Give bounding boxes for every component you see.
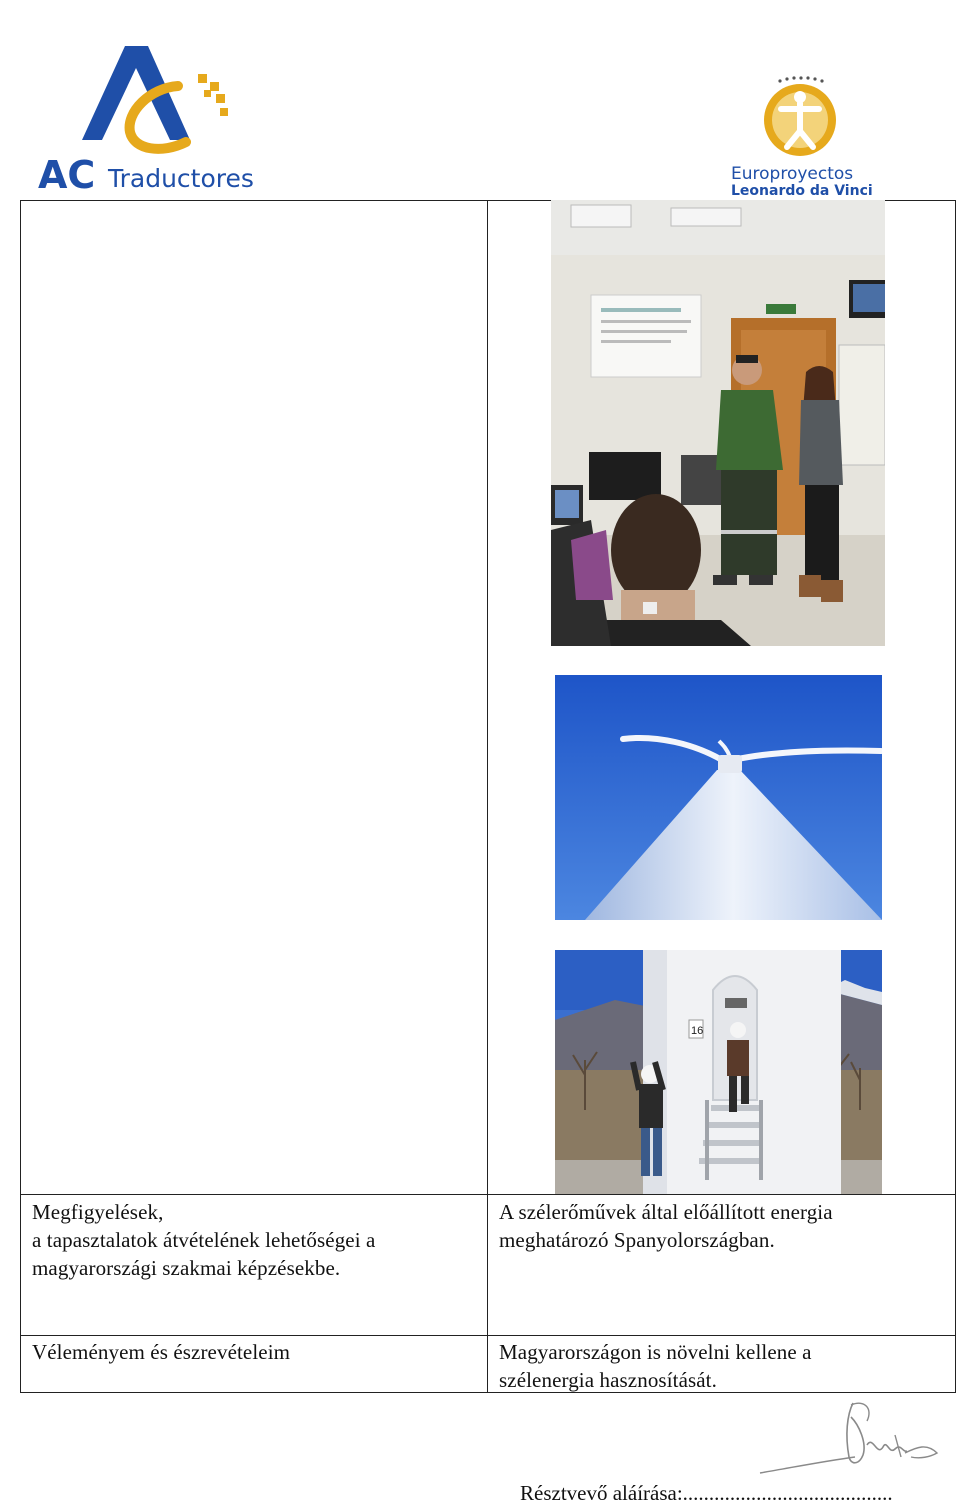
opinion-value: Magyarországon is növelni kellene a szélenergia hasznosítását. — [499, 1340, 812, 1392]
classroom-photo — [551, 200, 885, 646]
wind-turbine-sky-photo — [555, 675, 882, 920]
europroyectos-title: Europroyectos — [731, 164, 854, 184]
ac-triangle-icon — [82, 46, 190, 140]
signature-label: Résztvevő aláírása:........................................ — [520, 1481, 893, 1505]
ac-brand-main: AC — [38, 153, 96, 197]
observations-label: Megfigyelések, a tapasztalatok átvételének lehetőségei a magyarországi szakmai képzésekbe. — [32, 1200, 376, 1280]
europroyectos-logo — [725, 75, 885, 200]
europroyectos-subtitle: Leonardo da Vinci — [731, 183, 873, 199]
turbine-base-photo — [555, 950, 882, 1194]
handwritten-signature — [755, 1395, 945, 1480]
ac-traductores-logo — [30, 28, 275, 198]
tower-number: 16 — [691, 1025, 704, 1037]
opinion-label: Véleményem és észrevételeim — [32, 1340, 291, 1364]
observations-value: A szélerőművek által előállított energia meghatározó Spanyolországban. — [499, 1200, 833, 1252]
europroyectos-sun-icon — [764, 76, 836, 156]
ac-brand-sub: Traductores — [108, 164, 254, 193]
